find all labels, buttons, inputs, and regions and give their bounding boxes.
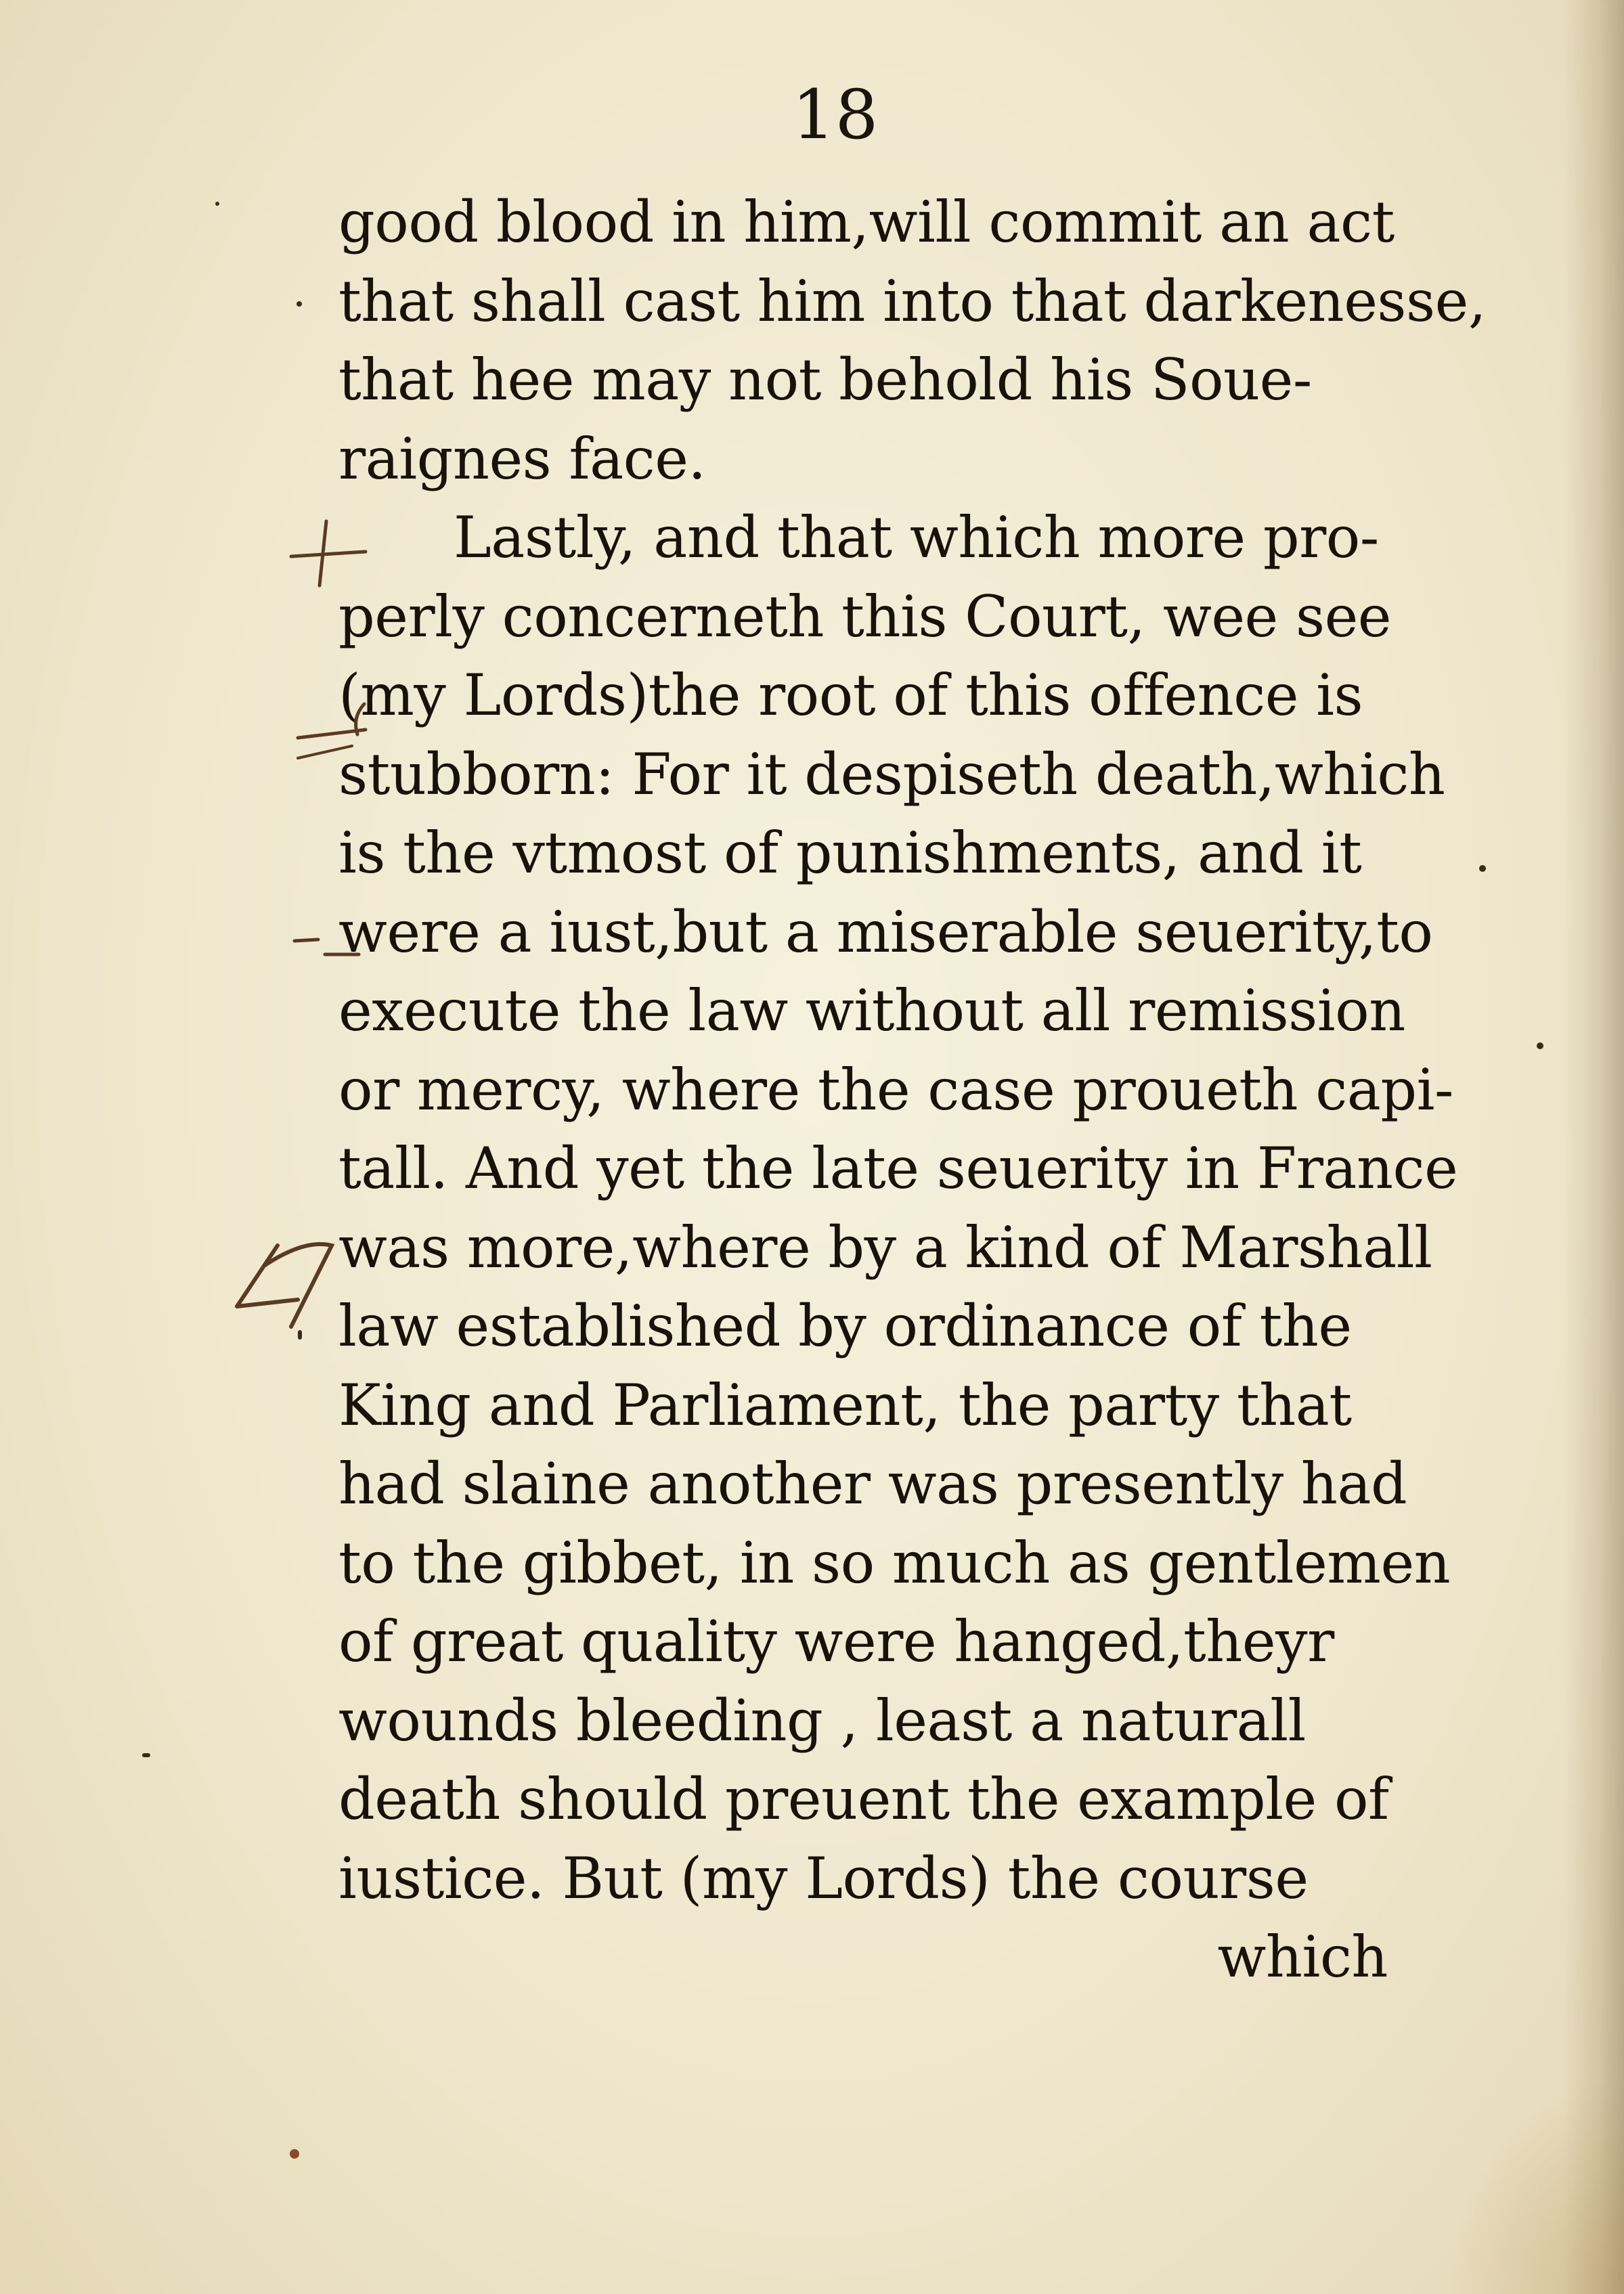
margin-annotation-mark [223, 1225, 345, 1340]
page-gutter-shadow [1563, 0, 1624, 2294]
page-speck [142, 1753, 150, 1757]
page-stain [1448, 2077, 1624, 2294]
text-line: law established by ordinance of the [338, 1293, 1352, 1359]
text-line: is the vtmost of punishments, and it [338, 820, 1362, 886]
page-speck [290, 2149, 299, 2159]
text-line: tall. And yet the late seuerity in France [338, 1135, 1458, 1201]
page-speck [297, 301, 302, 307]
text-line: death should preuent the example of [338, 1766, 1389, 1832]
text-line: good blood in him,will commit an act [338, 189, 1395, 255]
text-line: wounds bleeding , least a naturall [338, 1687, 1306, 1754]
text-line: were a iust,but a miserable seuerity,to [338, 898, 1433, 965]
text-line: King and Parliament, the party that [338, 1371, 1352, 1438]
text-line: to the gibbet, in so much as gentlemen [338, 1529, 1451, 1596]
page-speck [1537, 1042, 1543, 1049]
body-text [338, 183, 1487, 1997]
page-number: 18 [792, 75, 879, 154]
text-line: had slaine another was presently had [338, 1451, 1407, 1517]
margin-annotation-mark [284, 684, 386, 772]
text-line: perly concerneth this Court, wee see [338, 583, 1391, 650]
page-speck [298, 1330, 302, 1340]
text-line: (my Lords)the root of this offence is [338, 662, 1363, 728]
text-line: or mercy, where the case proueth capi- [338, 1056, 1453, 1123]
page-speck [215, 202, 219, 206]
text-line: of great quality were hanged,theyr [338, 1608, 1334, 1675]
margin-annotation-mark [288, 927, 369, 975]
margin-annotation-mark [284, 514, 372, 589]
text-line: stubborn: For it despiseth death,which [338, 741, 1445, 808]
catchword: which [1217, 1924, 1388, 1990]
text-line: that shall cast him into that darkenesse, [338, 267, 1487, 334]
text-line: Lastly, and that which more pro- [454, 504, 1379, 571]
text-line: execute the law without all remission [338, 977, 1405, 1044]
page-speck [1479, 865, 1486, 872]
text-line: was more,where by a kind of Marshall [338, 1214, 1432, 1281]
text-line: raignes face. [338, 425, 706, 492]
text-line: that hee may not behold his Soue- [338, 347, 1312, 413]
text-line: iustice. But (my Lords) the course [338, 1845, 1309, 1912]
